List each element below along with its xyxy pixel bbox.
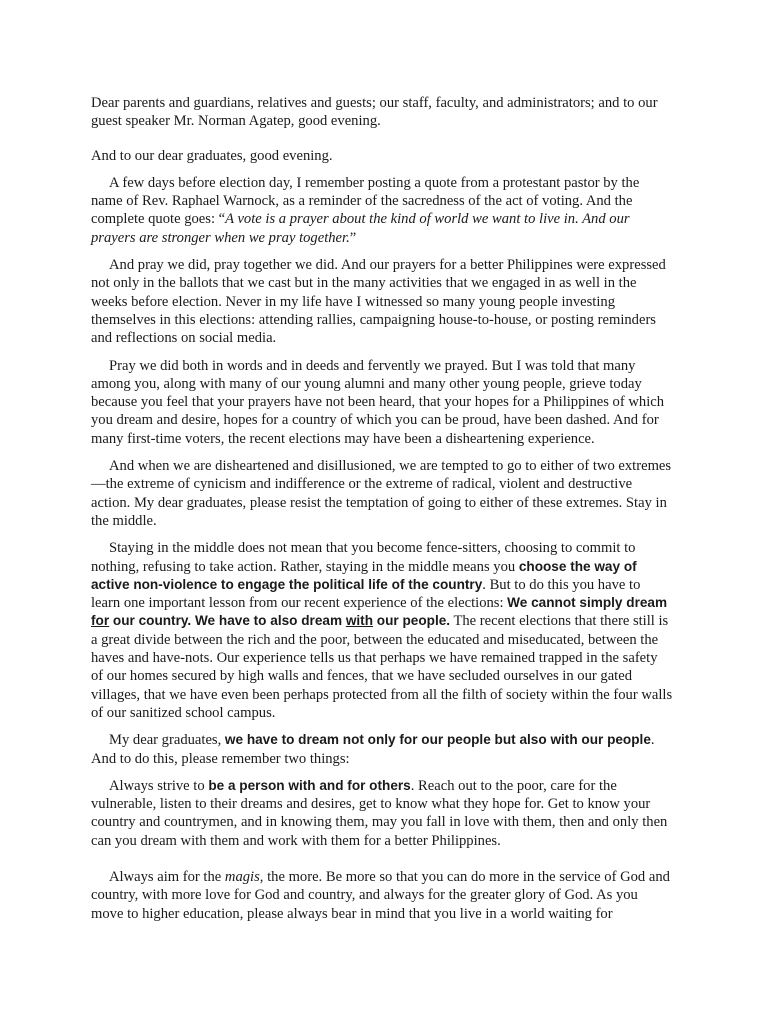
bold-phrase: be a person with and for others: [208, 777, 411, 793]
bold-phrase: our country. We have to also dream: [109, 613, 346, 629]
paragraph-text: Always strive to: [109, 777, 209, 794]
paragraph-stay-in-middle: [91, 539, 673, 722]
italic-word: magis: [224, 868, 260, 885]
bold-phrase: our people.: [373, 613, 451, 629]
bold-phrase: choose the way of active non-violence to engage the political life of the country: [91, 558, 637, 592]
speech-document: [91, 94, 673, 923]
paragraph-two-extremes: And when we are disheartened and disillusioned, we are tempted to go to either of two extremes—the extreme of cynicism and indifference or the extreme of radical, violent and destructive action. My dear graduates, please resist the temptation of going to either of these extremes. Stay in the middle.: [91, 458, 672, 529]
paragraph-text: My dear graduates,: [109, 732, 225, 749]
underlined-bold-word: for: [91, 613, 110, 629]
paragraph-dream-with-people: [91, 731, 673, 768]
paragraph-text: , the more. Be more so that you can do more in the service of God and country, with more love for God and country, and always for the greater glory of God. As you move to higher education, please always bear in mind that you live in a world waiting for: [91, 868, 670, 922]
paragraph-text: Always aim for the: [109, 868, 225, 885]
paragraph-text: . And to do this, please remember two things:: [91, 732, 655, 767]
salutation-paragraph: Dear parents and guardians, relatives and guests; our staff, faculty, and administrators; and to our guest speaker Mr. Norman Agatep, good evening.: [91, 95, 658, 130]
warnock-quote: A vote is a prayer about the kind of world we want to live in. And our prayers are stronger when we pray together.: [91, 211, 630, 246]
graduates-greeting: And to our dear graduates, good evening.: [91, 147, 333, 164]
bold-phrase: we have to dream not only for our people but also with our people: [224, 732, 651, 748]
paragraph-warnock-quote: [91, 174, 673, 247]
bold-phrase: We cannot simply dream: [507, 595, 668, 611]
paragraph-text: . Reach out to the poor, care for the vulnerable, listen to their dreams and desires, get to know what they hope for. Get to know your country and countrymen, and in knowing them, may you fall in love with them, then and only then can you dream with them and work with them for a better Philippines.: [91, 777, 668, 849]
paragraph-prayers-dashed: Pray we did both in words and in deeds and fervently we prayed. But I was told that many among you, along with many of our young alumni and many other young people, grieve today because you feel that your prayers have not been heard, that your hopes for a Philippines of which you dream and desire, hopes for a country of which you can be proud, have been dashed. And for many first-time voters, the recent elections may have been a disheartening experience.: [91, 357, 665, 447]
paragraph-text: . But to do this you have to learn one important lesson from our recent experience of the elections:: [91, 576, 641, 612]
underlined-bold-word: with: [345, 613, 374, 629]
paragraph-pray-together: And pray we did, pray together we did. And our prayers for a better Philippines were expressed not only in the ballots that we cast but in the many activities that we engaged in as well in the weeks before election. Never in my life have I witnessed so many young people investing themselves in this elections: attending rallies, campaigning house-to-house, or posting reminders and reflections on social media.: [91, 257, 666, 347]
paragraph-magis: [91, 868, 673, 923]
paragraph-person-for-others: [91, 777, 673, 850]
paragraph-text: The recent elections that there still is a great divide between the rich and the poor, between the educated and miseducated, between the haves and have-nots. Our experience tells us that perhaps we have remained trapped in the safety of our homes secured by high walls and fences, that we have secluded ourselves in our gated villages, that we have even been perhaps protected from all the filth of society within the four walls of our sanitized school campus.: [91, 613, 673, 721]
paragraph-text: Staying in the middle does not mean that you become fence-sitters, choosing to commit to nothing, refusing to take action. Rather, staying in the middle means you: [91, 540, 636, 575]
quote-close: ”: [349, 229, 357, 246]
paragraph-text: A few days before election day, I remember posting a quote from a protestant pastor by the name of Rev. Raphael Warnock, as a reminder of the sacredness of the act of voting. And the complete quote goes: “: [91, 174, 640, 228]
